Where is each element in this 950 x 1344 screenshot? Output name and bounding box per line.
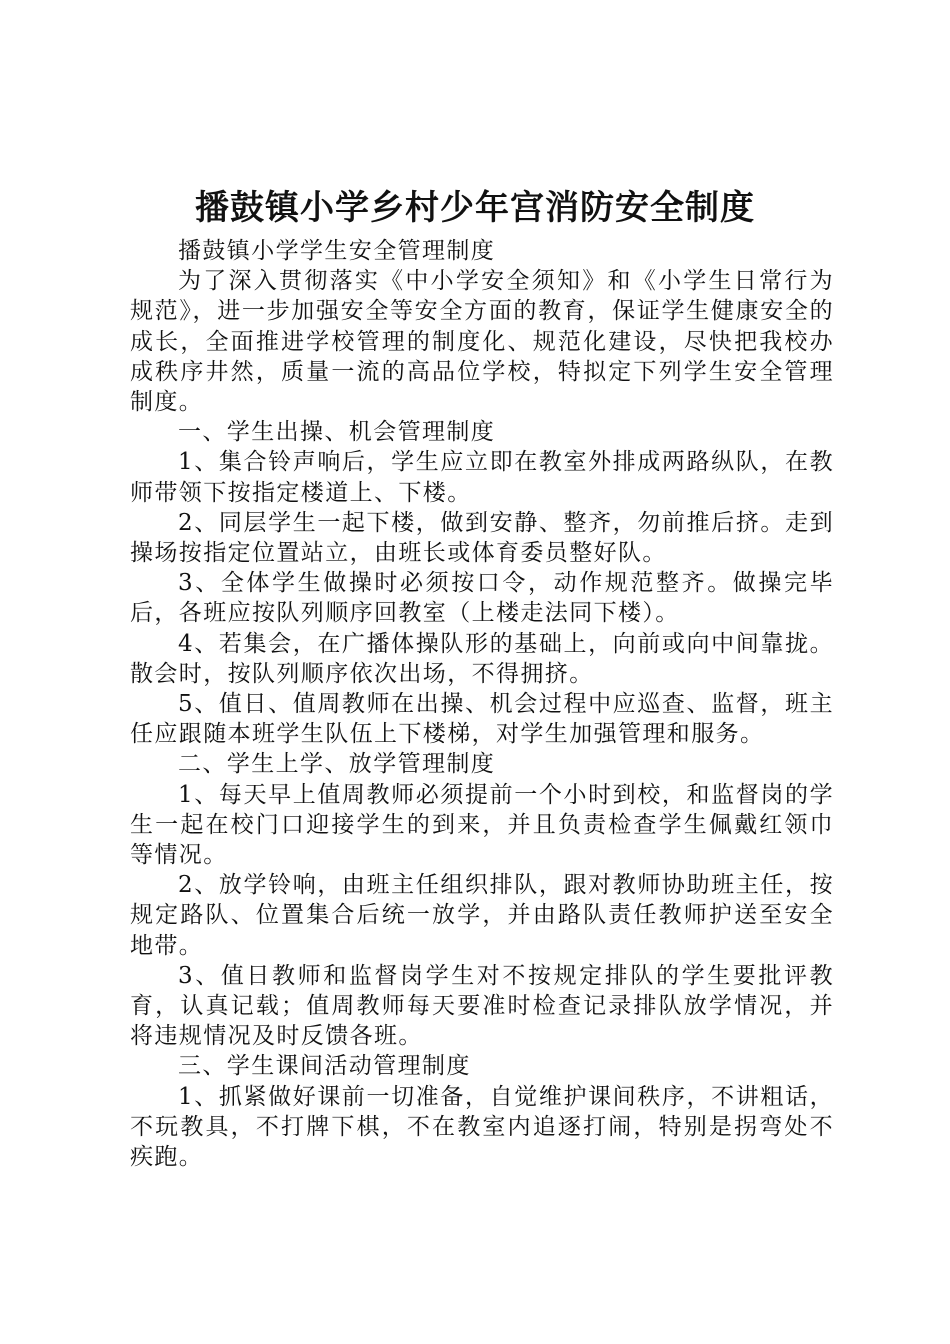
document-body — [130, 236, 834, 1172]
list-item: 4、若集会，在广播体操队形的基础上，向前或向中间靠拢。散会时，按队列顺序依次出场，不得拥挤。 — [130, 630, 834, 687]
list-item: 2、放学铃响，由班主任组织排队，跟对教师协助班主任，按规定路队、位置集合后统一放学，并由路队责任教师护送至安全地带。 — [130, 872, 834, 959]
section-heading: 一、学生出操、机会管理制度 — [178, 419, 496, 446]
list-item: 1、抓紧做好课前一切准备，自觉维护课间秩序，不讲粗话，不玩教具，不打牌下棋，不在教室内追逐打闹，特别是拐弯处不疾跑。 — [130, 1083, 834, 1171]
list-item: 3、全体学生做操时必须按口令，动作规范整齐。做操完毕后，各班应按队列顺序回教室（上楼走法同下楼）。 — [130, 570, 834, 627]
list-item: 1、集合铃声响后，学生应立即在教室外排成两路纵队，在教师带领下按指定楼道上、下楼。 — [130, 449, 834, 506]
document-title: 播鼓镇小学乡村少年宫消防安全制度 — [195, 188, 755, 228]
list-item: 5、值日、值周教师在出操、机会过程中应巡查、监督，班主任应跟随本班学生队伍上下楼梯，对学生加强管理和服务。 — [130, 691, 834, 748]
list-item: 2、同层学生一起下楼，做到安静、整齐，勿前推后挤。走到操场按指定位置站立，由班长或体育委员整好队。 — [130, 509, 834, 567]
section-heading: 三、学生课间活动管理制度 — [178, 1053, 471, 1080]
list-item: 3、值日教师和监督岗学生对不按规定排队的学生要批评教育，认真记载；值周教师每天要准时检查记录排队放学情况，并将违规情况及时反馈各班。 — [130, 962, 834, 1050]
section-heading: 二、学生上学、放学管理制度 — [178, 751, 496, 778]
intro-paragraph: 为了深入贯彻落实《中小学安全须知》和《小学生日常行为规范》，进一步加强安全等安全方面的教育，保证学生健康安全的成长，全面推进学校管理的制度化、规范化建设，尽快把我校办成秩序井然，质量一流的高品位学校，特拟定下列学生安全管理制度。 — [130, 268, 834, 416]
list-item: 1、每天早上值周教师必须提前一个小时到校，和监督岗的学生一起在校门口迎接学生的到来，并且负责检查学生佩戴红领巾等情况。 — [130, 781, 834, 869]
section-heading: 播鼓镇小学学生安全管理制度 — [178, 238, 496, 264]
